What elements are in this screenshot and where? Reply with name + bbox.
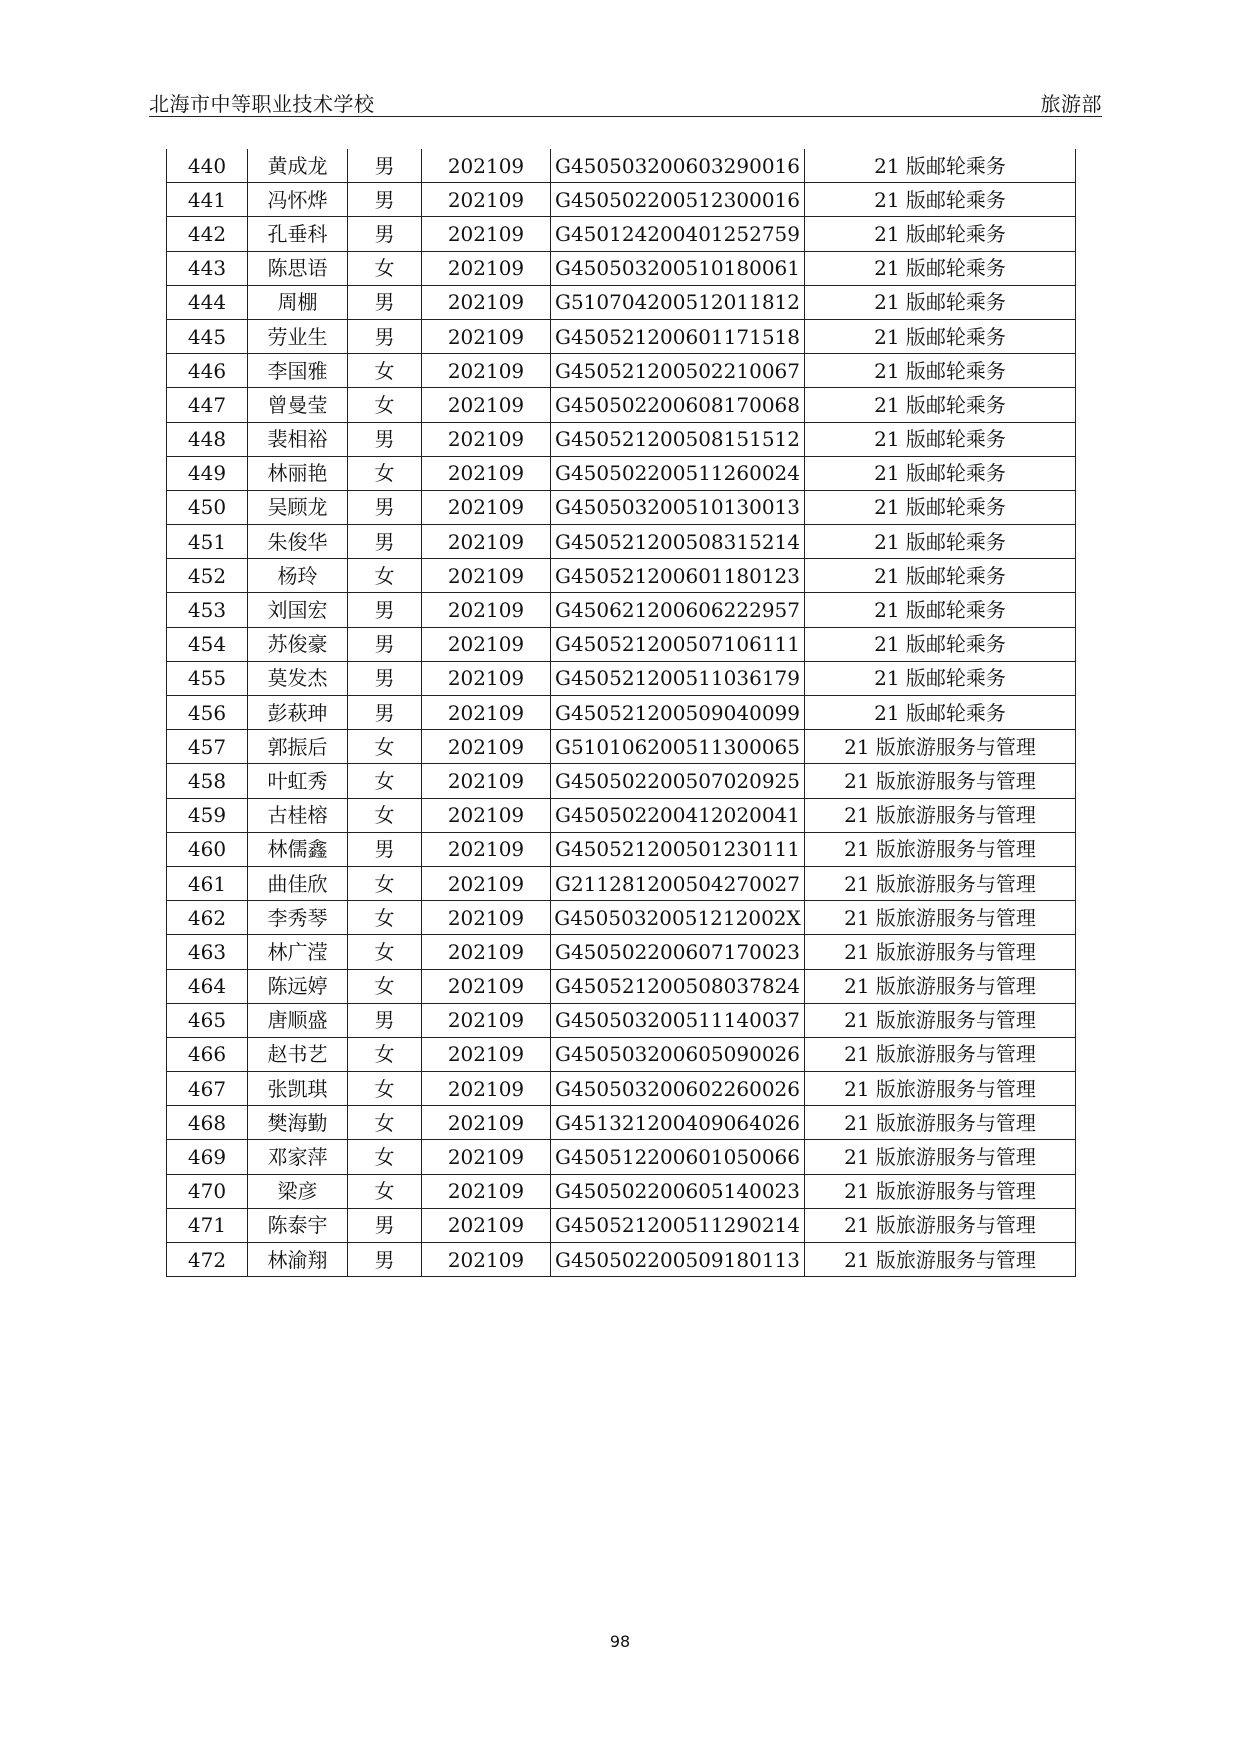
program-cell: 21 版旅游服务与管理 <box>805 1208 1076 1242</box>
gender-cell: 男 <box>348 422 422 456</box>
gender-cell: 男 <box>348 1003 422 1037</box>
enrollment-term-cell: 202109 <box>422 627 551 661</box>
student-name-cell: 曲佳欣 <box>248 866 348 900</box>
student-id-cell: G450521200508037824 <box>551 969 805 1003</box>
table-row <box>167 969 1076 1003</box>
student-id-cell: G450521200501230111 <box>551 832 805 866</box>
row-number-cell: 452 <box>167 559 248 593</box>
gender-cell: 男 <box>348 319 422 353</box>
enrollment-term-cell: 202109 <box>422 319 551 353</box>
row-number-cell: 448 <box>167 422 248 456</box>
program-cell: 21 版旅游服务与管理 <box>805 1140 1076 1174</box>
student-name-cell: 叶虹秀 <box>248 764 348 798</box>
gender-cell: 男 <box>348 1243 422 1277</box>
program-cell: 21 版旅游服务与管理 <box>805 866 1076 900</box>
row-number-cell: 455 <box>167 661 248 695</box>
student-id-cell: G450502200412020041 <box>551 798 805 832</box>
table-row <box>167 319 1076 353</box>
student-name-cell: 赵书艺 <box>248 1037 348 1071</box>
student-id-cell: G450502200512300016 <box>551 183 805 217</box>
enrollment-term-cell: 202109 <box>422 696 551 730</box>
school-name: 北海市中等职业技术学校 <box>149 92 375 116</box>
student-name-cell: 孔垂科 <box>248 217 348 251</box>
row-number-cell: 451 <box>167 525 248 559</box>
department-name: 旅游部 <box>1040 92 1102 116</box>
gender-cell: 女 <box>348 1037 422 1071</box>
gender-cell: 男 <box>348 490 422 524</box>
program-cell: 21 版邮轮乘务 <box>805 456 1076 490</box>
gender-cell: 女 <box>348 456 422 490</box>
gender-cell: 女 <box>348 388 422 422</box>
header-divider <box>149 116 1102 117</box>
enrollment-term-cell: 202109 <box>422 217 551 251</box>
program-cell: 21 版邮轮乘务 <box>805 696 1076 730</box>
row-number-cell: 454 <box>167 627 248 661</box>
enrollment-term-cell: 202109 <box>422 764 551 798</box>
program-cell: 21 版旅游服务与管理 <box>805 1174 1076 1208</box>
table-row <box>167 456 1076 490</box>
gender-cell: 女 <box>348 901 422 935</box>
row-number-cell: 465 <box>167 1003 248 1037</box>
student-name-cell: 周棚 <box>248 285 348 319</box>
enrollment-term-cell: 202109 <box>422 149 551 183</box>
enrollment-term-cell: 202109 <box>422 354 551 388</box>
program-cell: 21 版邮轮乘务 <box>805 525 1076 559</box>
student-name-cell: 郭振后 <box>248 730 348 764</box>
student-id-cell: G450512200601050066 <box>551 1140 805 1174</box>
row-number-cell: 441 <box>167 183 248 217</box>
table-row <box>167 1140 1076 1174</box>
table-row <box>167 832 1076 866</box>
student-name-cell: 樊海勤 <box>248 1106 348 1140</box>
program-cell: 21 版邮轮乘务 <box>805 661 1076 695</box>
enrollment-term-cell: 202109 <box>422 1003 551 1037</box>
program-cell: 21 版邮轮乘务 <box>805 149 1076 183</box>
student-name-cell: 林广滢 <box>248 935 348 969</box>
student-id-cell: G450502200511260024 <box>551 456 805 490</box>
student-id-cell: G450521200511036179 <box>551 661 805 695</box>
student-id-cell: G450521200509040099 <box>551 696 805 730</box>
student-id-cell: G211281200504270027 <box>551 866 805 900</box>
gender-cell: 男 <box>348 661 422 695</box>
row-number-cell: 470 <box>167 1174 248 1208</box>
gender-cell: 男 <box>348 1208 422 1242</box>
gender-cell: 女 <box>348 798 422 832</box>
row-number-cell: 469 <box>167 1140 248 1174</box>
student-name-cell: 林渝翔 <box>248 1243 348 1277</box>
student-name-cell: 吴顾龙 <box>248 490 348 524</box>
program-cell: 21 版邮轮乘务 <box>805 490 1076 524</box>
student-name-cell: 苏俊豪 <box>248 627 348 661</box>
program-cell: 21 版邮轮乘务 <box>805 285 1076 319</box>
row-number-cell: 442 <box>167 217 248 251</box>
program-cell: 21 版邮轮乘务 <box>805 422 1076 456</box>
program-cell: 21 版旅游服务与管理 <box>805 1243 1076 1277</box>
gender-cell: 男 <box>348 627 422 661</box>
row-number-cell: 449 <box>167 456 248 490</box>
student-id-cell: G450503200605090026 <box>551 1037 805 1071</box>
table-row <box>167 730 1076 764</box>
student-id-cell: G510704200512011812 <box>551 285 805 319</box>
enrollment-term-cell: 202109 <box>422 559 551 593</box>
program-cell: 21 版旅游服务与管理 <box>805 935 1076 969</box>
gender-cell: 男 <box>348 149 422 183</box>
enrollment-term-cell: 202109 <box>422 388 551 422</box>
enrollment-term-cell: 202109 <box>422 798 551 832</box>
student-name-cell: 劳业生 <box>248 319 348 353</box>
program-cell: 21 版旅游服务与管理 <box>805 1037 1076 1071</box>
enrollment-term-cell: 202109 <box>422 183 551 217</box>
enrollment-term-cell: 202109 <box>422 1174 551 1208</box>
enrollment-term-cell: 202109 <box>422 969 551 1003</box>
enrollment-term-cell: 202109 <box>422 1208 551 1242</box>
table-row <box>167 866 1076 900</box>
table-row <box>167 593 1076 627</box>
row-number-cell: 460 <box>167 832 248 866</box>
table-row <box>167 1243 1076 1277</box>
table-row <box>167 1106 1076 1140</box>
gender-cell: 男 <box>348 525 422 559</box>
student-id-cell: G450621200606222957 <box>551 593 805 627</box>
student-name-cell: 彭萩珅 <box>248 696 348 730</box>
program-cell: 21 版旅游服务与管理 <box>805 969 1076 1003</box>
gender-cell: 女 <box>348 1174 422 1208</box>
row-number-cell: 445 <box>167 319 248 353</box>
student-name-cell: 莫发杰 <box>248 661 348 695</box>
gender-cell: 女 <box>348 559 422 593</box>
program-cell: 21 版邮轮乘务 <box>805 627 1076 661</box>
program-cell: 21 版邮轮乘务 <box>805 217 1076 251</box>
program-cell: 21 版邮轮乘务 <box>805 183 1076 217</box>
page-header <box>149 88 1102 116</box>
program-cell: 21 版邮轮乘务 <box>805 319 1076 353</box>
table-row <box>167 935 1076 969</box>
student-id-cell: G450502200509180113 <box>551 1243 805 1277</box>
enrollment-term-cell: 202109 <box>422 285 551 319</box>
student-id-cell: G510106200511300065 <box>551 730 805 764</box>
program-cell: 21 版旅游服务与管理 <box>805 730 1076 764</box>
row-number-cell: 467 <box>167 1072 248 1106</box>
gender-cell: 男 <box>348 285 422 319</box>
student-id-cell: G451321200409064026 <box>551 1106 805 1140</box>
student-id-cell: G450503200603290016 <box>551 149 805 183</box>
program-cell: 21 版旅游服务与管理 <box>805 764 1076 798</box>
enrollment-term-cell: 202109 <box>422 456 551 490</box>
table-row <box>167 1072 1076 1106</box>
table-row <box>167 525 1076 559</box>
row-number-cell: 447 <box>167 388 248 422</box>
table-row <box>167 490 1076 524</box>
student-id-cell: G450503200510130013 <box>551 490 805 524</box>
gender-cell: 女 <box>348 730 422 764</box>
student-id-cell: G450502200608170068 <box>551 388 805 422</box>
student-id-cell: G450521200601171518 <box>551 319 805 353</box>
enrollment-term-cell: 202109 <box>422 1243 551 1277</box>
row-number-cell: 446 <box>167 354 248 388</box>
row-number-cell: 456 <box>167 696 248 730</box>
program-cell: 21 版旅游服务与管理 <box>805 832 1076 866</box>
gender-cell: 女 <box>348 866 422 900</box>
roster-body <box>167 149 1076 1277</box>
table-row <box>167 627 1076 661</box>
enrollment-term-cell: 202109 <box>422 251 551 285</box>
row-number-cell: 462 <box>167 901 248 935</box>
program-cell: 21 版邮轮乘务 <box>805 388 1076 422</box>
gender-cell: 男 <box>348 183 422 217</box>
program-cell: 21 版旅游服务与管理 <box>805 1072 1076 1106</box>
row-number-cell: 471 <box>167 1208 248 1242</box>
table-row <box>167 1037 1076 1071</box>
program-cell: 21 版旅游服务与管理 <box>805 901 1076 935</box>
student-id-cell: G450503200602260026 <box>551 1072 805 1106</box>
program-cell: 21 版旅游服务与管理 <box>805 1003 1076 1037</box>
table-row <box>167 661 1076 695</box>
student-name-cell: 曾曼莹 <box>248 388 348 422</box>
student-id-cell: G450521200508315214 <box>551 525 805 559</box>
table-row <box>167 183 1076 217</box>
program-cell: 21 版邮轮乘务 <box>805 593 1076 627</box>
table-row <box>167 422 1076 456</box>
gender-cell: 女 <box>348 354 422 388</box>
student-name-cell: 冯怀烨 <box>248 183 348 217</box>
gender-cell: 女 <box>348 1106 422 1140</box>
gender-cell: 女 <box>348 1140 422 1174</box>
table-row <box>167 764 1076 798</box>
table-row <box>167 251 1076 285</box>
gender-cell: 男 <box>348 832 422 866</box>
table-row <box>167 354 1076 388</box>
row-number-cell: 468 <box>167 1106 248 1140</box>
student-name-cell: 陈泰宇 <box>248 1208 348 1242</box>
table-row <box>167 1208 1076 1242</box>
gender-cell: 男 <box>348 593 422 627</box>
enrollment-term-cell: 202109 <box>422 730 551 764</box>
student-name-cell: 李秀琴 <box>248 901 348 935</box>
row-number-cell: 466 <box>167 1037 248 1071</box>
student-name-cell: 刘国宏 <box>248 593 348 627</box>
page-number: 98 <box>609 1632 631 1651</box>
student-name-cell: 唐顺盛 <box>248 1003 348 1037</box>
student-name-cell: 古桂榕 <box>248 798 348 832</box>
program-cell: 21 版邮轮乘务 <box>805 354 1076 388</box>
student-id-cell: G450124200401252759 <box>551 217 805 251</box>
gender-cell: 男 <box>348 696 422 730</box>
row-number-cell: 464 <box>167 969 248 1003</box>
student-name-cell: 林丽艳 <box>248 456 348 490</box>
table-row <box>167 696 1076 730</box>
row-number-cell: 440 <box>167 149 248 183</box>
row-number-cell: 443 <box>167 251 248 285</box>
enrollment-term-cell: 202109 <box>422 832 551 866</box>
enrollment-term-cell: 202109 <box>422 935 551 969</box>
row-number-cell: 459 <box>167 798 248 832</box>
program-cell: 21 版旅游服务与管理 <box>805 798 1076 832</box>
enrollment-term-cell: 202109 <box>422 593 551 627</box>
enrollment-term-cell: 202109 <box>422 901 551 935</box>
row-number-cell: 458 <box>167 764 248 798</box>
student-name-cell: 朱俊华 <box>248 525 348 559</box>
row-number-cell: 461 <box>167 866 248 900</box>
gender-cell: 女 <box>348 764 422 798</box>
enrollment-term-cell: 202109 <box>422 661 551 695</box>
table-row <box>167 285 1076 319</box>
enrollment-term-cell: 202109 <box>422 1106 551 1140</box>
table-row <box>167 1003 1076 1037</box>
table-row <box>167 798 1076 832</box>
student-id-cell: G450502200507020925 <box>551 764 805 798</box>
table-row <box>167 388 1076 422</box>
table-row <box>167 1174 1076 1208</box>
student-name-cell: 李国雅 <box>248 354 348 388</box>
enrollment-term-cell: 202109 <box>422 490 551 524</box>
row-number-cell: 463 <box>167 935 248 969</box>
student-name-cell: 林儒鑫 <box>248 832 348 866</box>
enrollment-term-cell: 202109 <box>422 525 551 559</box>
program-cell: 21 版旅游服务与管理 <box>805 1106 1076 1140</box>
student-name-cell: 杨玲 <box>248 559 348 593</box>
gender-cell: 女 <box>348 1072 422 1106</box>
student-name-cell: 陈思语 <box>248 251 348 285</box>
student-name-cell: 张凯琪 <box>248 1072 348 1106</box>
student-id-cell: G450502200605140023 <box>551 1174 805 1208</box>
student-roster-table <box>166 149 1076 1277</box>
student-name-cell: 黄成龙 <box>248 149 348 183</box>
table-row <box>167 901 1076 935</box>
student-name-cell: 裴相裕 <box>248 422 348 456</box>
student-id-cell: G450521200502210067 <box>551 354 805 388</box>
gender-cell: 女 <box>348 935 422 969</box>
enrollment-term-cell: 202109 <box>422 1037 551 1071</box>
student-id-cell: G450503200510180061 <box>551 251 805 285</box>
program-cell: 21 版邮轮乘务 <box>805 559 1076 593</box>
table-row <box>167 559 1076 593</box>
gender-cell: 女 <box>348 251 422 285</box>
student-id-cell: G450521200511290214 <box>551 1208 805 1242</box>
row-number-cell: 453 <box>167 593 248 627</box>
student-name-cell: 梁彦 <box>248 1174 348 1208</box>
student-id-cell: G450502200607170023 <box>551 935 805 969</box>
row-number-cell: 457 <box>167 730 248 764</box>
student-id-cell: G450503200511140037 <box>551 1003 805 1037</box>
program-cell: 21 版邮轮乘务 <box>805 251 1076 285</box>
student-name-cell: 邓家萍 <box>248 1140 348 1174</box>
row-number-cell: 444 <box>167 285 248 319</box>
enrollment-term-cell: 202109 <box>422 866 551 900</box>
row-number-cell: 450 <box>167 490 248 524</box>
student-name-cell: 陈远婷 <box>248 969 348 1003</box>
enrollment-term-cell: 202109 <box>422 1140 551 1174</box>
table-row <box>167 217 1076 251</box>
student-id-cell: G450521200601180123 <box>551 559 805 593</box>
gender-cell: 男 <box>348 217 422 251</box>
gender-cell: 女 <box>348 969 422 1003</box>
table-row <box>167 149 1076 183</box>
student-id-cell: G450521200508151512 <box>551 422 805 456</box>
student-id-cell: G45050320051212002X <box>551 901 805 935</box>
enrollment-term-cell: 202109 <box>422 1072 551 1106</box>
enrollment-term-cell: 202109 <box>422 422 551 456</box>
student-id-cell: G450521200507106111 <box>551 627 805 661</box>
row-number-cell: 472 <box>167 1243 248 1277</box>
